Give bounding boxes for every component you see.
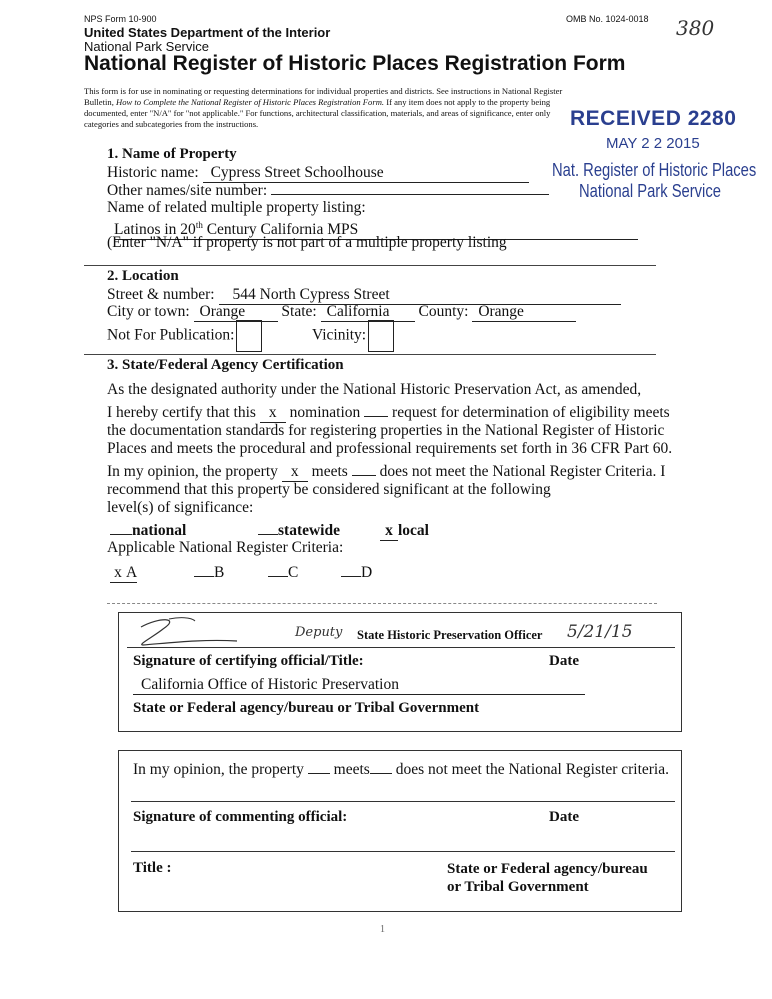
department-name: United States Department of the Interior [84,25,331,40]
handwritten-number: 380 [676,16,715,40]
criterion-d-mark [341,576,361,577]
criterion-d: D [341,564,372,582]
service-name: National Park Service [84,39,209,54]
comment-opinion-row: In my opinion, the property meets does not meet the National Register criteria. [133,761,669,778]
agency-field: California Office of Historic Preservation [133,676,585,695]
deputy-handwriting: Deputy [295,625,343,640]
comment-agency-label: State or Federal agency/bureau or Tribal Government [447,861,648,895]
criterion-a: x A [110,564,137,583]
other-names-field [271,194,549,195]
instructions-line-2: Bulletin, How to Complete the National Register of Historic Places Registration Form. If any item does not apply to the property being [84,97,551,107]
park-service-stamp: National Park Service [579,181,721,201]
level-statewide: statewide [258,522,340,540]
street-field: 544 North Cypress Street [219,286,621,305]
certifying-signature-label: Signature of certifying official/Title: [133,653,364,669]
historic-name-field: Cypress Street Schoolhouse [203,164,529,183]
page-number: 1 [380,924,385,935]
officer-title: State Historic Preservation Officer [357,628,543,642]
criterion-b-mark [194,576,214,577]
commenting-signature-label: Signature of commenting official: [133,809,348,825]
commenting-box [118,750,682,912]
criterion-c: C [268,564,298,582]
criteria-label: Applicable National Register Criteria: [107,539,344,556]
section-divider [84,265,656,266]
meets-mark: x [282,463,308,482]
agency-row [133,676,585,695]
signature-date: 5/21/15 [567,622,633,642]
statewide-mark [258,534,278,535]
section-2-heading: 2. Location [107,268,179,284]
multiple-listing-note: (Enter "N/A" if property is not part of a multiple property listing [107,234,507,251]
certify-line-2: the documentation standards for registering properties in the National Register of Historic [107,422,665,439]
form-instructions [84,86,562,130]
commenting-date-label: Date [549,809,579,825]
does-not-meet-mark [352,475,376,476]
agency-label: State or Federal agency/bureau or Tribal Government [133,700,480,716]
certify-line-1: I hereby certify that this x nomination request for determination of eligibility meets [107,404,670,421]
related-listing-label: Name of related multiple property listing: [107,199,366,216]
opinion-line-1: In my opinion, the property x meets does not meet the National Register Criteria. I [107,463,666,480]
form-number: NPS Form 10-900 [84,14,157,24]
section-1-heading: 1. Name of Property [107,146,237,162]
authority-statement: As the designated authority under the National Historic Preservation Act, as amended, [107,381,642,398]
certifying-date-label: Date [549,653,579,669]
received-date-stamp: MAY 2 2 2015 [606,135,700,152]
section-divider [84,354,656,355]
city-field: Orange [194,303,278,322]
city-state-county-row: City or town: Orange State: California County: Orange [107,303,576,322]
request-mark [364,416,388,417]
level-national: national [110,522,186,540]
section-3-heading: 3. State/Federal Agency Certification [107,357,344,373]
criterion-b: B [194,564,224,582]
title-line [131,851,675,852]
signature-mark [129,615,249,649]
received-stamp: RECEIVED 2280 [570,107,737,130]
comment-does-not-meet-mark [370,773,392,774]
certify-line-3: Places and meets the procedural and professional requirements set forth in 36 CFR Part 60. [107,440,673,457]
national-mark [110,534,132,535]
vicinity-checkbox[interactable] [368,320,394,352]
local-mark: x [380,522,398,541]
signature-line [127,647,675,648]
opinion-line-2: recommend that this property be considered significant at the following [107,481,551,498]
street-row: Street & number: 544 North Cypress Street [107,286,621,305]
criterion-c-mark [268,576,288,577]
historic-name-row: Historic name: Cypress Street Schoolhouse [107,164,529,183]
other-names-row: Other names/site number: [107,182,549,200]
instructions-line-1: This form is for use in nominating or requesting determinations for individual properties and districts. See instructions in National Register [84,86,563,96]
nomination-mark: x [260,404,286,423]
state-field: California [321,303,415,322]
comment-meets-mark [308,773,330,774]
section-divider [107,603,657,604]
omb-number: OMB No. 1024-0018 [566,14,649,24]
related-listing-field: Latinos in 20th Century California MPS [114,216,638,240]
county-field: Orange [472,303,576,322]
criterion-a-mark: x [110,564,126,583]
level-local: x local [380,522,429,541]
form-title: National Register of Historic Places Registration Form [84,52,626,75]
publication-row: Not For Publication: Vicinity: [107,320,394,352]
comment-signature-line [131,801,675,802]
certification-box [118,612,682,732]
register-stamp: Nat. Register of Historic Places [552,160,757,180]
opinion-line-3: level(s) of significance: [107,499,254,516]
instructions-line-3: documented, enter "N/A" for "not applicable." For functions, architectural classification, materials, and areas of significance, enter only [84,108,551,118]
instructions-line-4: categories and subcategories from the instructions. [84,119,259,129]
title-label: Title : [133,860,172,876]
not-for-publication-checkbox[interactable] [236,320,262,352]
